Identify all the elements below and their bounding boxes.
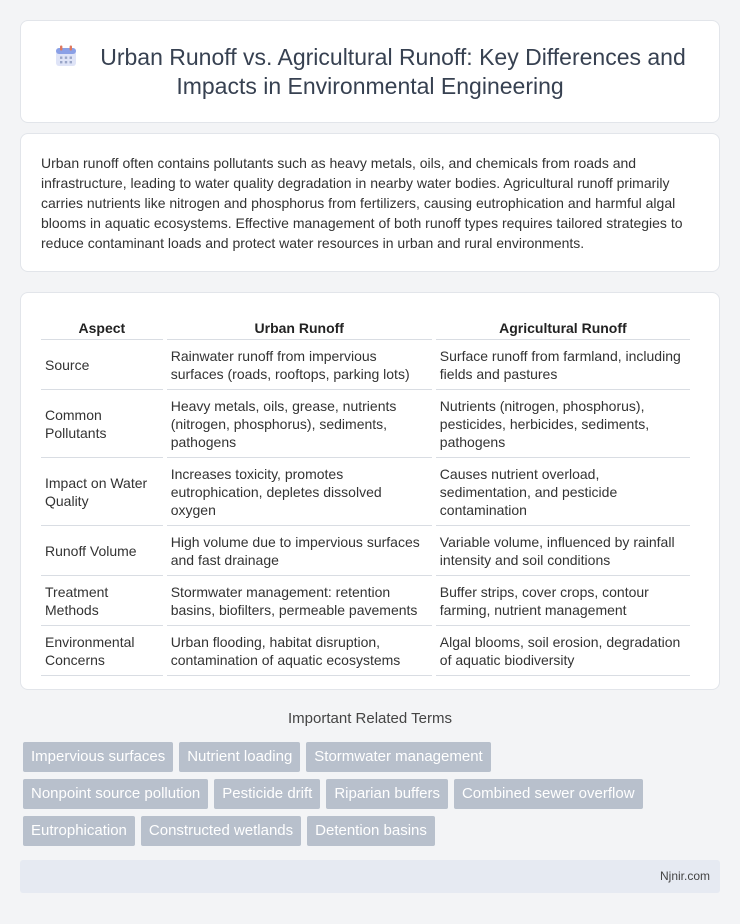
footer (20, 860, 720, 893)
aspect-cell: Runoff Volume (41, 526, 163, 576)
tag-row (23, 816, 723, 846)
agricultural-cell: Buffer strips, cover crops, contour farming, nutrient management (436, 576, 690, 626)
agricultural-cell: Causes nutrient overload, sedimentation, and pesticide contamination (436, 458, 690, 526)
table-row (41, 576, 690, 626)
term-tag[interactable]: Nutrient loading (179, 742, 300, 772)
tag-row (23, 742, 723, 772)
page-title: Urban Runoff vs. Agricultural Runoff: Key Differences and Impacts in Environmental Engineering (100, 44, 686, 99)
comparison-table (37, 315, 694, 676)
related-terms-tags (23, 742, 723, 853)
aspect-cell: Treatment Methods (41, 576, 163, 626)
header-urban: Urban Runoff (167, 315, 432, 340)
header-aspect: Aspect (41, 315, 163, 340)
table-row (41, 390, 690, 458)
term-tag[interactable]: Eutrophication (23, 816, 135, 846)
term-tag[interactable]: Riparian buffers (326, 779, 448, 809)
agricultural-cell: Surface runoff from farmland, including fields and pastures (436, 340, 690, 390)
agricultural-cell: Nutrients (nitrogen, phosphorus), pesticides, herbicides, sediments, pathogens (436, 390, 690, 458)
urban-cell: High volume due to impervious surfaces and fast drainage (167, 526, 432, 576)
tag-row (23, 779, 723, 809)
header-agricultural: Agricultural Runoff (436, 315, 690, 340)
urban-cell: Urban flooding, habitat disruption, contamination of aquatic ecosystems (167, 626, 432, 676)
term-tag[interactable]: Constructed wetlands (141, 816, 301, 846)
aspect-cell: Environmental Concerns (41, 626, 163, 676)
table-row (41, 458, 690, 526)
urban-cell: Increases toxicity, promotes eutrophication, depletes dissolved oxygen (167, 458, 432, 526)
aspect-cell: Source (41, 340, 163, 390)
comparison-table-card (20, 292, 720, 690)
calendar-icon (54, 44, 78, 68)
term-tag[interactable]: Pesticide drift (214, 779, 320, 809)
agricultural-cell: Algal blooms, soil erosion, degradation of aquatic biodiversity (436, 626, 690, 676)
title-card (20, 20, 720, 123)
term-tag[interactable]: Nonpoint source pollution (23, 779, 208, 809)
related-terms-heading: Important Related Terms (288, 710, 452, 727)
term-tag[interactable]: Stormwater management (306, 742, 490, 772)
footer-site-link[interactable]: Njnir.com (659, 869, 710, 883)
page-title-wrap (21, 43, 719, 101)
intro-paragraph: Urban runoff often contains pollutants such as heavy metals, oils, and chemicals from roads and infrastructure, leading to water quality degradation in nearby water bodies. Agricultural runoff primarily carries nutrients like nitrogen and phosphorus from fertilizers, causing eutrophication and harmful algal blooms in aquatic ecosystems. Effective management of both runoff types requires tailored strategies to reduce contaminant loads and protect water resources in urban and rural environments. (41, 155, 683, 251)
table-row (41, 626, 690, 676)
table-header-row (41, 315, 690, 340)
intro-card (20, 133, 720, 272)
term-tag[interactable]: Impervious surfaces (23, 742, 173, 772)
agricultural-cell: Variable volume, influenced by rainfall intensity and soil conditions (436, 526, 690, 576)
urban-cell: Heavy metals, oils, grease, nutrients (nitrogen, phosphorus), sediments, pathogens (167, 390, 432, 458)
term-tag[interactable]: Detention basins (307, 816, 435, 846)
aspect-cell: Impact on Water Quality (41, 458, 163, 526)
urban-cell: Rainwater runoff from impervious surfaces (roads, rooftops, parking lots) (167, 340, 432, 390)
table-row (41, 526, 690, 576)
aspect-cell: Common Pollutants (41, 390, 163, 458)
term-tag[interactable]: Combined sewer overflow (454, 779, 643, 809)
urban-cell: Stormwater management: retention basins, biofilters, permeable pavements (167, 576, 432, 626)
table-row (41, 340, 690, 390)
